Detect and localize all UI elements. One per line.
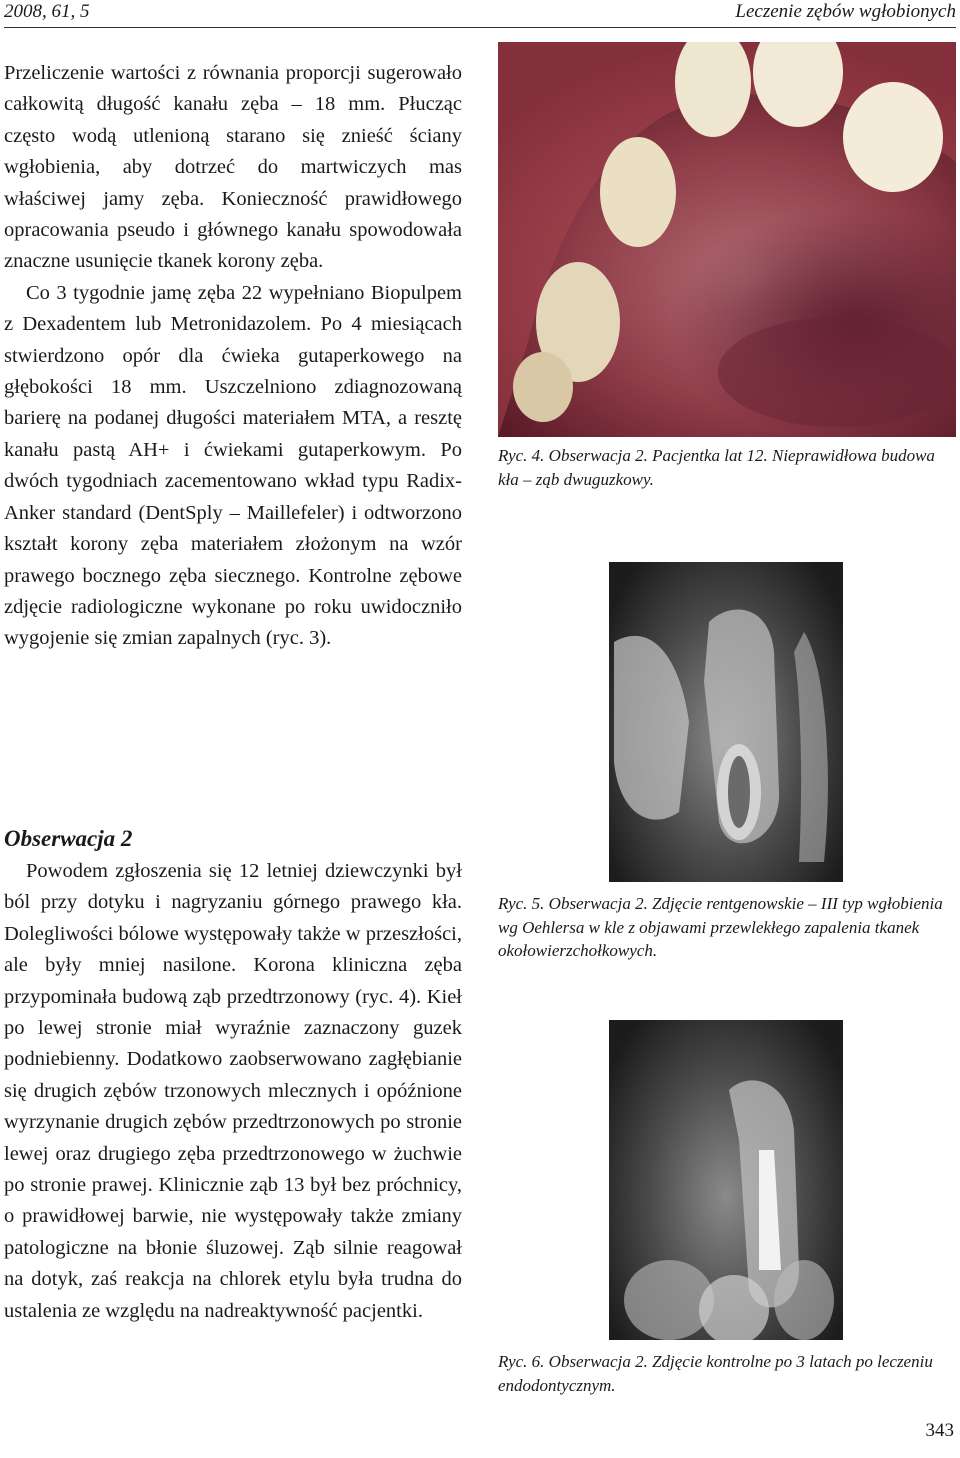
page-number: 343 <box>925 1420 954 1441</box>
oral-photo-illustration <box>498 42 956 437</box>
running-header <box>4 0 956 24</box>
figure-6-caption: Ryc. 6. Obserwacja 2. Zdjęcie kontrolne po 3 latach po leczeniu endodontycznym. <box>498 1352 933 1395</box>
radiograph-illustration <box>609 562 843 882</box>
paragraph: Powodem zgłoszenia się 12 letniej dziewczynki był ból przy dotyku i nagryzaniu górnego prawego kła. Dolegliwości bólowe występowały także w przeszłości, ale były mniej nasilone. Korona kliniczna zęba przypominała budową ząb przedtrzonowy (ryc. 4). Kieł po lewej stronie miał wyraźnie zaznaczony guzek podniebienny. Dodatkowo zaobserwowano zagłębianie się drugich zębów trzonowych mlecznych i opóźnione wyrzynanie drugich zębów przedtrzonowych po stronie lewej oraz drugiego zęba przedtrzonowego w żuchwie po stronie prawej. Klinicznie ząb 13 był bez próchnicy, o prawidłowej barwie, nie występowały także zmiany patologiczne na błonie śluzowej. Ząb silnie reagował na dotyk, zaś reakcja na chlorek etylu była trudna do ustalenia ze względu na nadreaktywność pacjentki. <box>4 860 462 1322</box>
section-heading: Obserwacja 2 <box>4 826 133 851</box>
figure-6-radiograph <box>609 1020 843 1340</box>
figure-5-caption: Ryc. 5. Obserwacja 2. Zdjęcie rentgenowskie – III typ wgłobienia wg Oehlersa w kle z objawami przewlekłego zapalenia tkanek okołowierzchołkowych. <box>498 894 943 960</box>
paragraph: Przeliczenie wartości z równania proporcji sugerowało całkowitą długość kanału zęba – 18 mm. Płucząc często wodą utlenioną starano się znieść ściany wgłobienia, aby dotrzeć do martwiczych mas właściwej jamy zęba. Konieczność prawidłowego opracowania pseudo i głównego kanału spowodowała znaczne usunięcie tkanek korony zęba. <box>4 62 462 273</box>
text-column-lower <box>4 824 462 1327</box>
figure-5-radiograph <box>609 562 843 882</box>
figure-4-caption: Ryc. 4. Obserwacja 2. Pacjentka lat 12. Nieprawidłowa budowa kła – ząb dwuguzkowy. <box>498 446 935 489</box>
figure-4-intraoral-photo <box>498 42 956 437</box>
running-title: Leczenie zębów wgłobionych <box>735 1 956 22</box>
journal-citation: 2008, 61, 5 <box>4 1 90 22</box>
radiograph-illustration <box>609 1020 843 1340</box>
paragraph: Co 3 tygodnie jamę zęba 22 wypełniano Biopulpem z Dexadentem lub Metronidazolem. Po 4 miesiącach stwierdzono opór dla ćwieka gutaperkowego na głębokości 18 mm. Uszczelniono zdiagnozowaną barierę na podanej długości materiałem MTA, a resztę kanału pastą AH+ i ćwiekami gutaperkowym. Po dwóch tygodniach zacementowano wkład typu Radix-Anker standard (DentSply – Maillefeler) i odtworzono kształt korony zęba materiałem złożonym na wzór prawego bocznego zęba siecznego. Kontrolne zębowe zdjęcie radiologiczne wykonane po roku uwidoczniło wygojenie się zmian zapalnych (ryc. 3). <box>4 281 462 650</box>
header-rule <box>4 27 956 28</box>
text-column-upper <box>4 58 462 655</box>
